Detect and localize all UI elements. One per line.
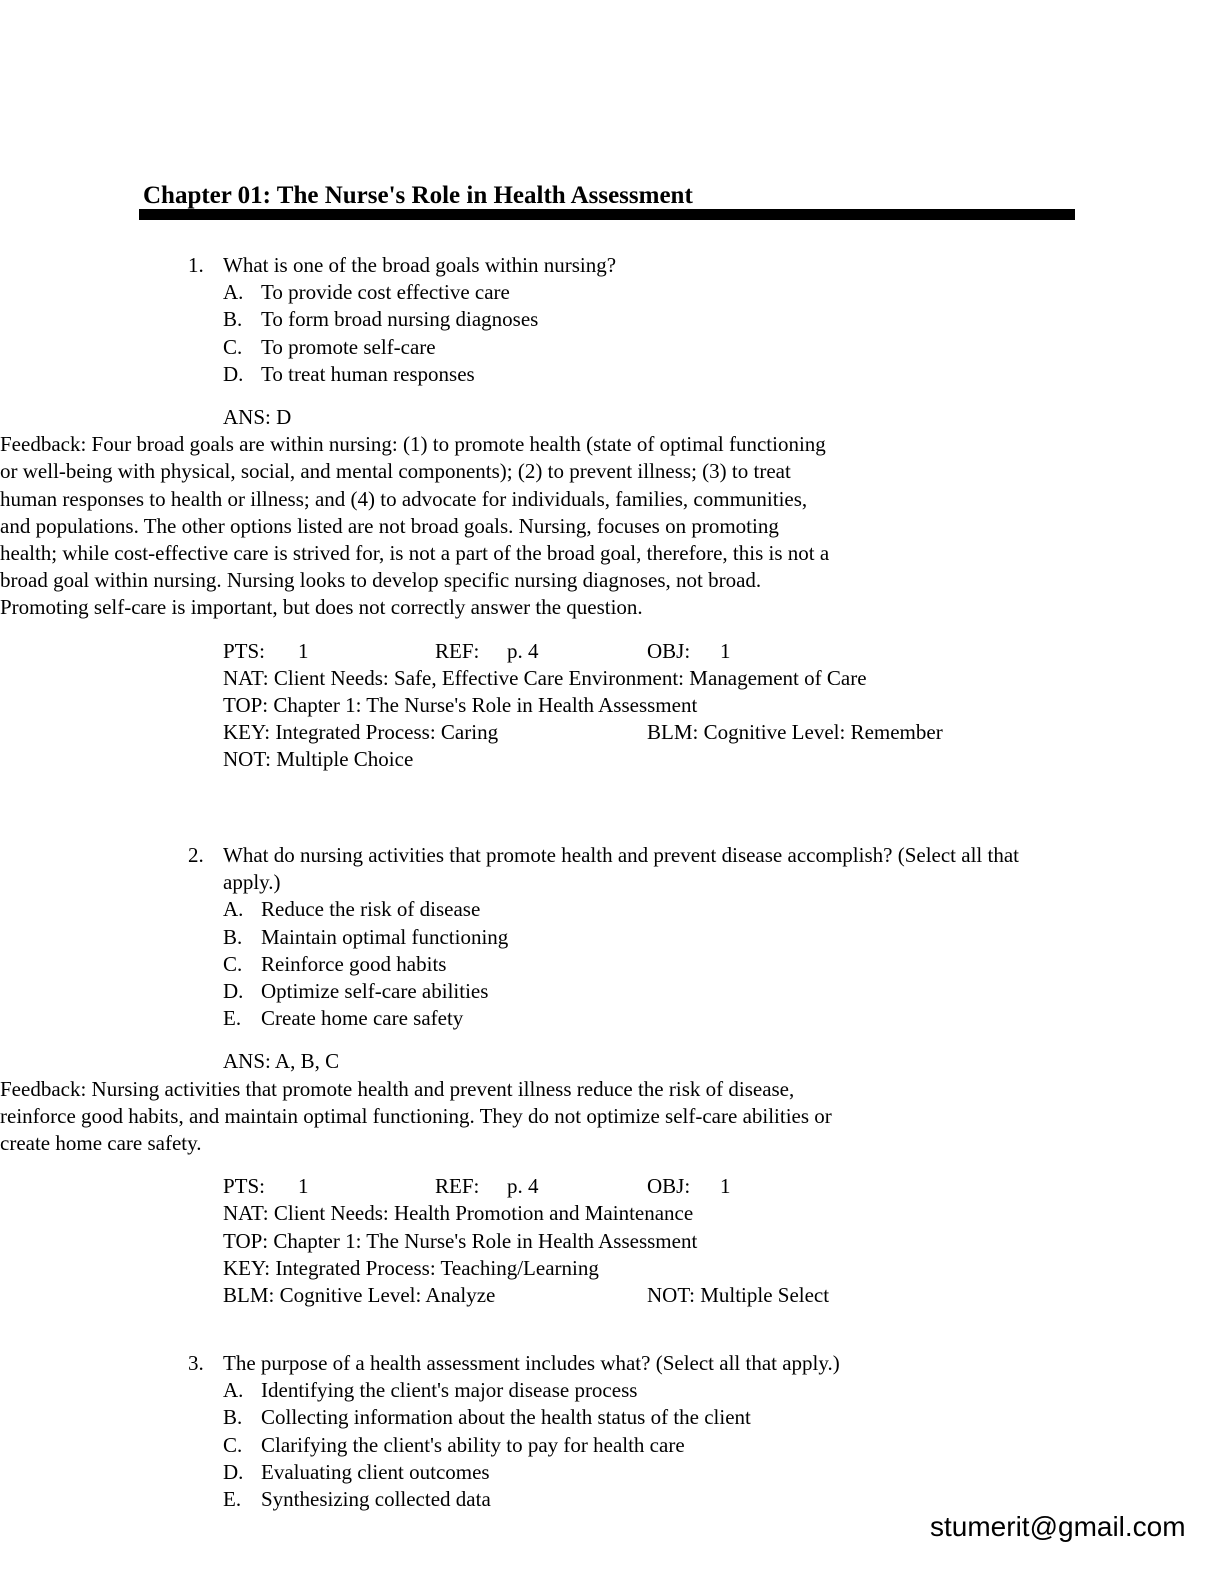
option-text: To promote self-care [261,334,436,359]
blm-line: BLM: Cognitive Level: Analyze [223,1282,496,1307]
title-underline-rule [139,209,1075,220]
option-e [223,1005,1224,1032]
option-text: Clarifying the client's ability to pay for health care [261,1432,685,1457]
question-number: 1. [188,253,204,277]
option-letter: A. [223,1378,244,1403]
option-a [223,279,1224,306]
feedback: Feedback: Four broad goals are within nursing: (1) to promote health (state of optimal functioning or well-being with physical, social, and mental components); (2) to prevent illness; (3) to treat human responses to health or illness; and (4) to advocate for individuals, families, communities, and populations. The other options listed are not broad goals. Nursing, focuses on promoting health; while cost-effective care is strived for, is not a part of the broad goal, therefore, this is not a broad goal within nursing. Nursing looks to develop specific nursing diagnoses, not broad. Promoting self-care is important, but does not correctly answer the question. [0,432,830,620]
option-c [223,951,1224,978]
option-letter: E. [223,1006,242,1031]
answer: ANS: D [223,404,292,429]
pts-label: PTS: [223,638,266,663]
option-text: Reduce the risk of disease [261,897,481,922]
pts-value: 1 [298,1174,309,1199]
not-line: NOT: Multiple Select [647,1282,830,1307]
option-letter: A. [223,897,244,922]
option-b [223,1404,1224,1431]
option-text: To provide cost effective care [261,280,510,305]
obj-value: 1 [720,1174,731,1199]
meta-row-pts-ref-obj [223,1173,1224,1200]
option-b [223,924,1224,951]
key-line: KEY: Integrated Process: Teaching/Learning [223,1255,599,1280]
top-line: TOP: Chapter 1: The Nurse's Role in Health Assessment [223,692,698,717]
top-line: TOP: Chapter 1: The Nurse's Role in Health Assessment [223,1228,698,1253]
pts-label: PTS: [223,1174,266,1199]
meta-row-pts-ref-obj [223,638,1224,665]
ref-value: p. 4 [507,1174,539,1199]
meta-row-blm-not [223,1282,1224,1309]
not-line: NOT: Multiple Choice [223,747,414,772]
question-3 [0,1350,1224,1513]
question-stem: What is one of the broad goals within nursing? [223,253,617,277]
option-letter: D. [223,1459,244,1484]
question-1 [0,252,1224,774]
obj-label: OBJ: [647,638,691,663]
option-c [223,1432,1224,1459]
option-text: Reinforce good habits [261,951,447,976]
option-letter: B. [223,1405,243,1430]
pts-value: 1 [298,638,309,663]
option-letter: C. [223,1432,243,1457]
ref-label: REF: [435,638,480,663]
option-text: Synthesizing collected data [261,1486,491,1511]
option-text: Maintain optimal functioning [261,924,509,949]
nat-line: NAT: Client Needs: Safe, Effective Care Environment: Management of Care [223,665,867,690]
question-2 [0,842,1224,1309]
obj-value: 1 [720,638,731,663]
blm-line: BLM: Cognitive Level: Remember [647,720,943,745]
chapter-title: Chapter 01: The Nurse's Role in Health Assessment [143,182,693,209]
option-d [223,978,1224,1005]
meta-row-key-blm [223,719,1224,746]
option-letter: C. [223,334,243,359]
option-text: To form broad nursing diagnoses [261,307,539,332]
watermark-email: stumerit@gmail.com [930,1511,1186,1542]
option-letter: B. [223,924,243,949]
option-letter: C. [223,951,243,976]
option-text: Create home care safety [261,1006,464,1031]
option-d [223,361,1224,388]
option-text: Evaluating client outcomes [261,1459,490,1484]
question-number: 2. [188,843,204,867]
option-letter: D. [223,361,244,386]
key-line: KEY: Integrated Process: Caring [223,720,499,745]
option-letter: E. [223,1486,242,1511]
option-text: Identifying the client's major disease process [261,1378,638,1403]
obj-label: OBJ: [647,1174,691,1199]
option-text: Optimize self-care abilities [261,978,489,1003]
ref-value: p. 4 [507,638,539,663]
option-letter: B. [223,307,243,332]
answer: ANS: A, B, C [223,1049,340,1074]
option-text: Collecting information about the health status of the client [261,1405,751,1430]
option-c [223,334,1224,361]
option-text: To treat human responses [261,361,475,386]
option-e [223,1486,1224,1513]
option-d [223,1459,1224,1486]
question-stem: What do nursing activities that promote health and prevent disease accomplish? (Select all that apply.) [223,843,1019,895]
option-a [223,1377,1224,1404]
option-letter: A. [223,280,244,305]
feedback: Feedback: Nursing activities that promote health and prevent illness reduce the risk of disease, reinforce good habits, and maintain optimal functioning. They do not optimize self-care abilities or create home care safety. [0,1076,832,1155]
ref-label: REF: [435,1174,480,1199]
nat-line: NAT: Client Needs: Health Promotion and Maintenance [223,1201,694,1226]
question-stem: The purpose of a health assessment includes what? (Select all that apply.) [223,1351,840,1375]
option-b [223,306,1224,333]
question-number: 3. [188,1351,204,1375]
option-letter: D. [223,978,244,1003]
option-a [223,896,1224,923]
